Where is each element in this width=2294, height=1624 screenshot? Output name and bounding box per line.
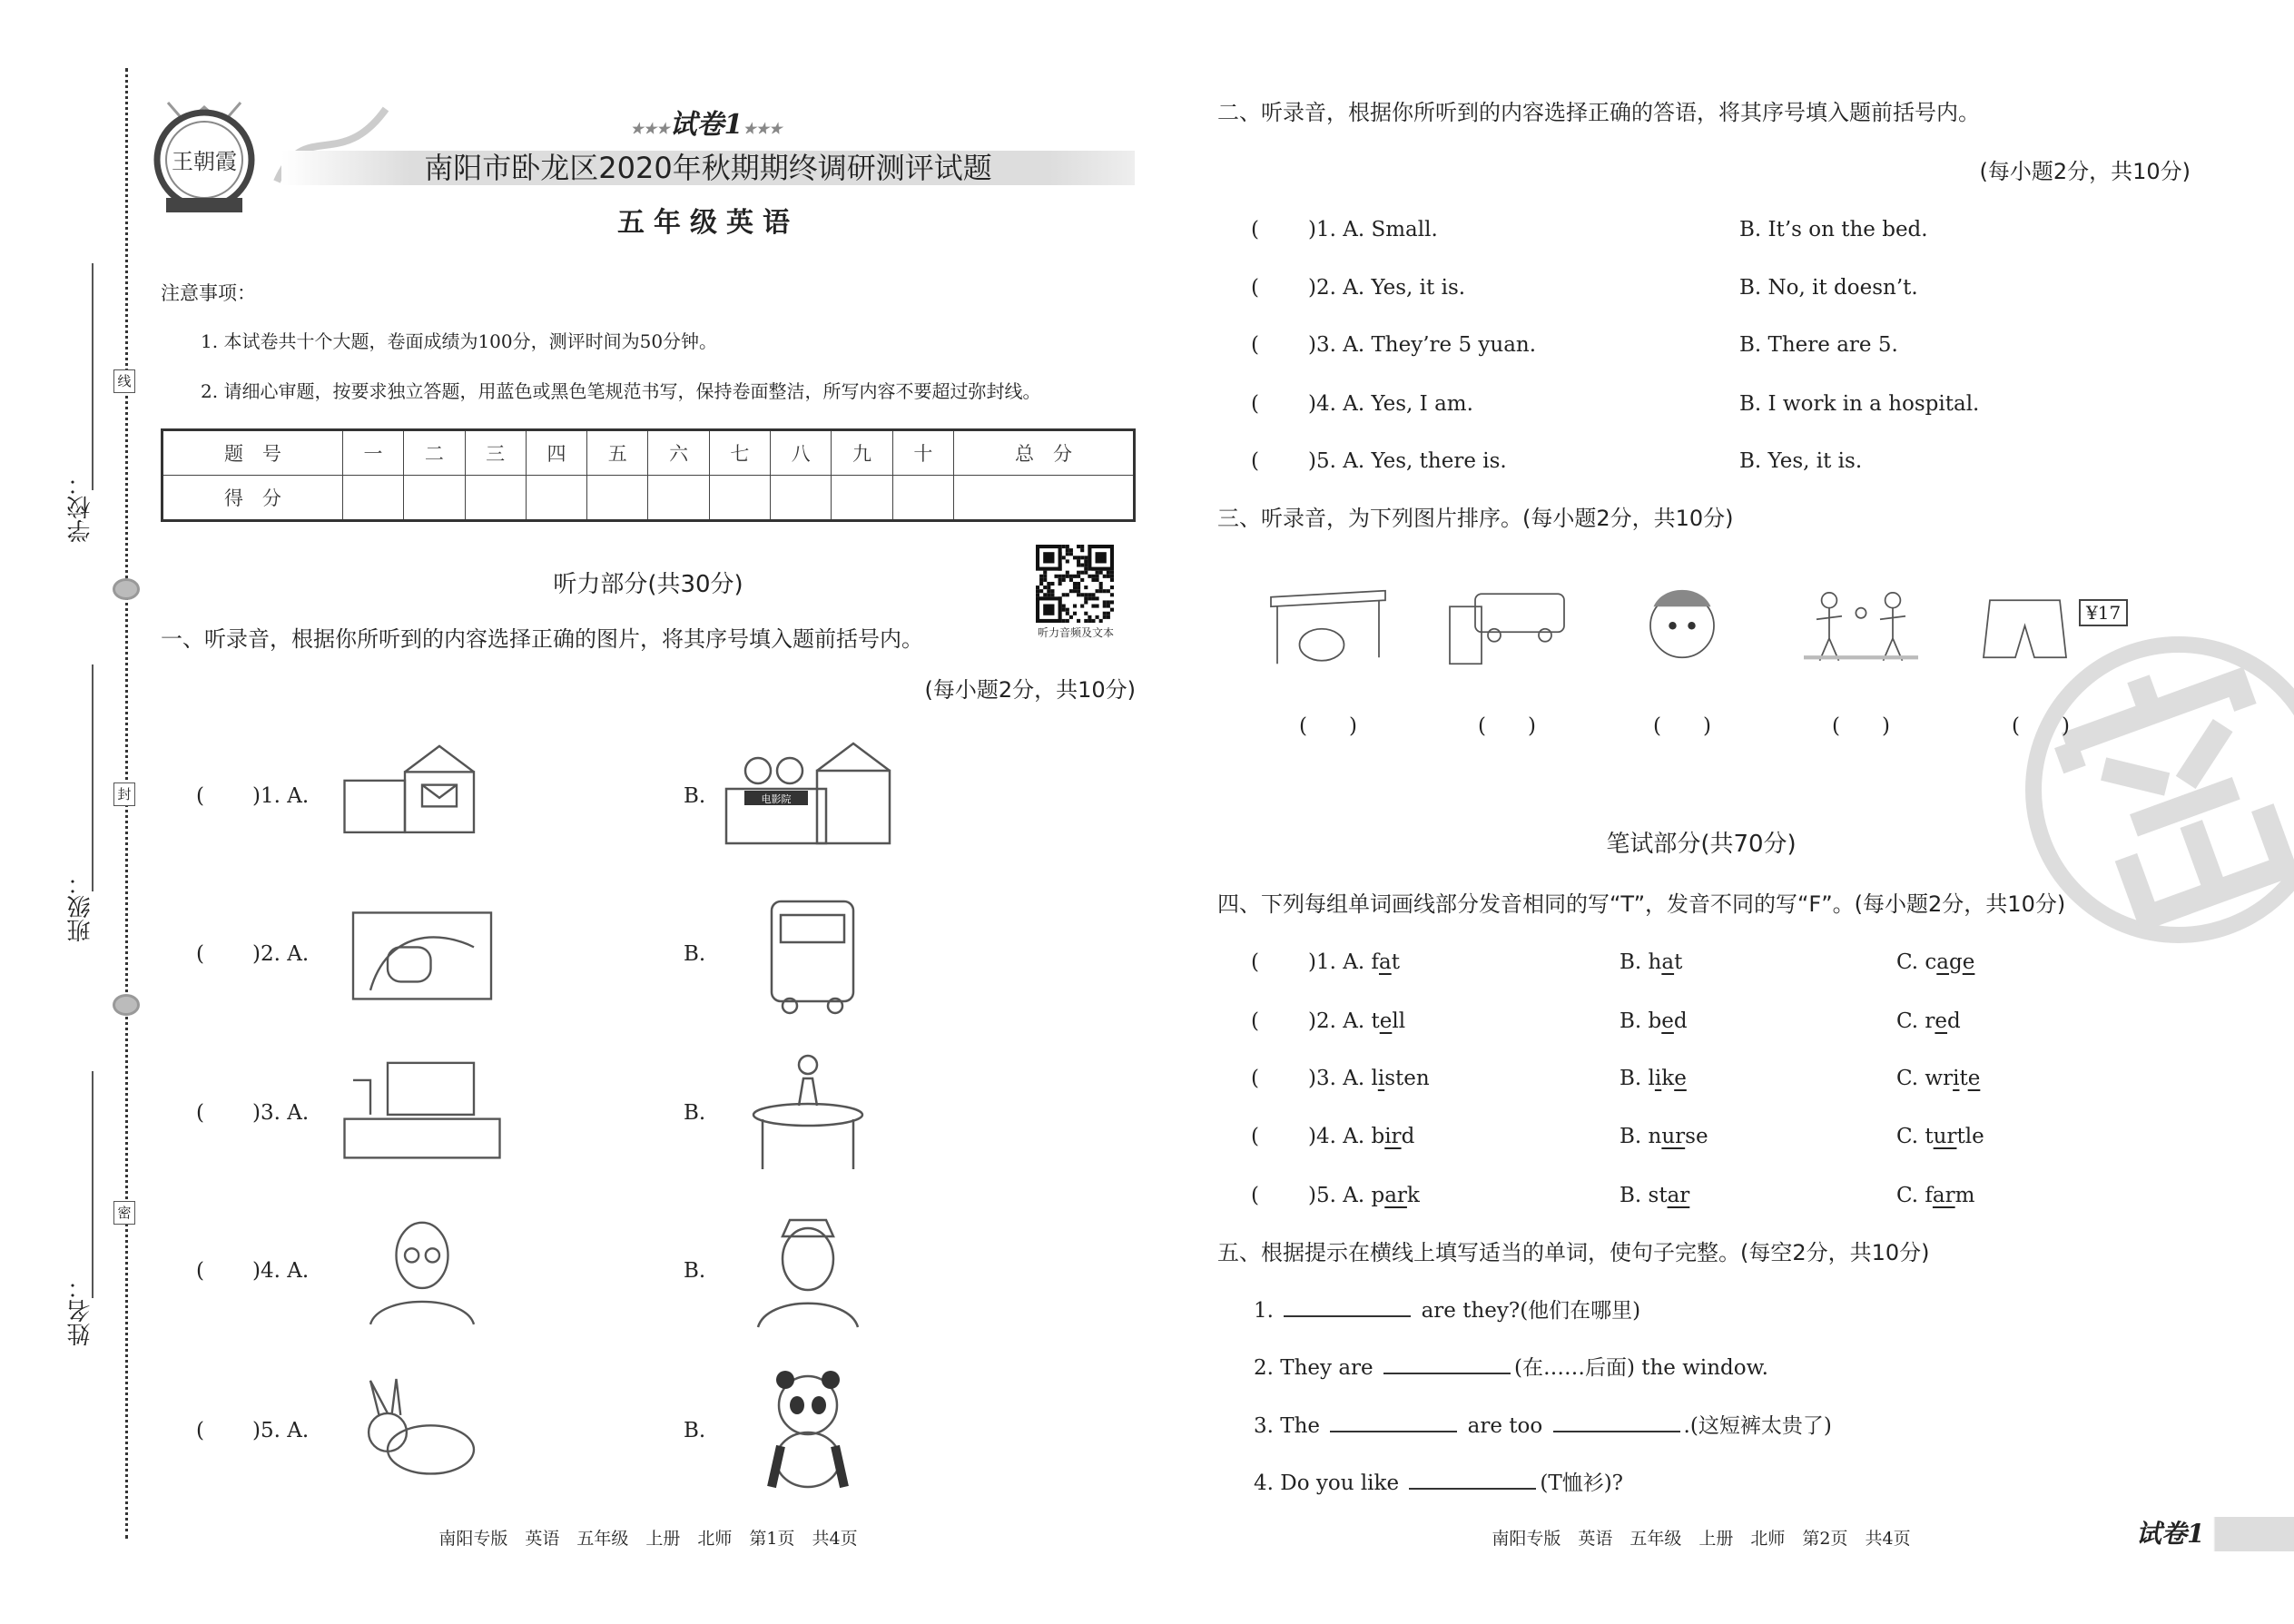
option-b-label: B. (684, 1101, 706, 1125)
score-header-label: 题 号 (162, 430, 343, 476)
picture-tv-cabinet (336, 1051, 508, 1174)
sentence-text: 3. The (1254, 1414, 1327, 1438)
option-a (1308, 1123, 1414, 1150)
notes-item: 1. 本试卷共十个大题，卷面成绩为100分，测评时间为50分钟。 (201, 330, 718, 352)
word-letters: l (1371, 1067, 1378, 1090)
qr-caption: 听力音频及文本 (1037, 626, 1114, 639)
option-a: )3. A. They’re 5 yuan. (1308, 333, 1537, 357)
picture-train (336, 892, 508, 1015)
underlined-letters: i (1654, 1067, 1662, 1090)
option-prefix: C. (1896, 1067, 1925, 1090)
seal-char-xian: 线 (113, 369, 135, 393)
sentence-text: (在……后面) the window. (1513, 1356, 1768, 1380)
option-b: B. Yes, it is. (1739, 449, 1863, 473)
word-letters: sten (1384, 1067, 1430, 1090)
score-header-cell: 四 (526, 430, 586, 476)
option-a (1308, 1008, 1405, 1035)
fill-in-blank[interactable] (1330, 1414, 1457, 1432)
option-b: B. It’s on the bed. (1739, 218, 1928, 241)
option-prefix: B. (1620, 1184, 1649, 1207)
option-prefix: C. (1896, 1184, 1925, 1207)
word (1925, 1184, 1974, 1207)
sec1-points: (每小题2分，共10分) (924, 677, 1136, 703)
sec1-heading: 一、听录音，根据你所听到的内容选择正确的图片，将其序号填入题前括号内。 (161, 626, 923, 652)
series-label: ★★★试卷1★★★ (630, 109, 783, 141)
underlined-letters: a (1378, 950, 1392, 974)
option-b (1620, 1008, 1688, 1035)
word (1649, 1184, 1690, 1207)
answer-bracket-open: ( (196, 784, 204, 808)
answer-bracket-open: ( (196, 1259, 204, 1283)
picture-rabbit (336, 1369, 508, 1491)
publisher-logo (150, 98, 259, 221)
listening-section-title: 听力部分(共30分) (553, 571, 743, 598)
footer-page1: 南阳专版 英语 五年级 上册 北师 第1页 共4页 (438, 1529, 858, 1549)
fill-in-blank[interactable] (1383, 1356, 1511, 1374)
score-input-cell[interactable] (892, 476, 953, 521)
score-header-cell: 八 (771, 430, 832, 476)
word (1925, 1067, 1980, 1090)
word-letters: m (1954, 1184, 1975, 1207)
option-b (1620, 949, 1682, 976)
option-b-label: B. (684, 942, 706, 966)
word (1371, 1184, 1419, 1207)
picture-children-playing (1797, 572, 1925, 676)
score-header-cell: 三 (465, 430, 526, 476)
answer-bracket-open: ( (1251, 392, 1259, 416)
sentence-text: 1. (1254, 1299, 1281, 1323)
sentence-text: 4. Do you like (1254, 1471, 1406, 1495)
word (1371, 1009, 1405, 1033)
word (1649, 1009, 1688, 1033)
underlined-letters: a (1661, 950, 1675, 974)
svg-text:王朝霞: 王朝霞 (172, 149, 237, 174)
picture-post-office-and-shop (336, 734, 508, 857)
word-letters: d (1947, 1009, 1961, 1033)
underlined-letters: ar (1932, 1184, 1955, 1207)
sec5-heading: 五、根据提示在横线上填写适当的单词，使句子完整。(每空2分，共10分) (1217, 1240, 1930, 1265)
class-field-line[interactable] (92, 664, 94, 891)
written-section-title: 笔试部分(共70分) (1606, 831, 1797, 858)
answer-bracket-open: ( (196, 942, 204, 966)
binding-ring-icon (113, 578, 140, 600)
answer-blank[interactable] (1264, 1120, 1309, 1151)
underlined-letters: ur (1661, 1125, 1686, 1148)
answer-blank[interactable] (1264, 445, 1309, 476)
order-answer-bracket[interactable]: ( ) (1299, 714, 1357, 738)
school-field-line[interactable] (92, 263, 94, 490)
score-input-cell[interactable] (587, 476, 648, 521)
word-letters: d (1673, 1009, 1688, 1033)
question-number: )4. A. (252, 1259, 310, 1283)
word-letters: g (1949, 950, 1963, 974)
answer-bracket-open: ( (1251, 950, 1259, 974)
sec2-heading: 二、听录音，根据你所听到的内容选择正确的答语，将其序号填入题前括号内。 (1217, 100, 1980, 125)
word-letters: b (1648, 1009, 1662, 1033)
answer-bracket-open: ( (1251, 1184, 1259, 1207)
fill-in-blank[interactable] (1409, 1471, 1536, 1490)
fill-in-sentence (1254, 1412, 1832, 1440)
option-b (1620, 1065, 1687, 1092)
option-b-label: B. (684, 784, 706, 808)
exam-tab-label: 试卷1 (2136, 1519, 2205, 1549)
answer-blank[interactable] (1264, 1179, 1309, 1210)
fill-in-blank[interactable] (1284, 1299, 1411, 1317)
score-header-cell: 二 (404, 430, 465, 476)
score-table-header-row (162, 430, 1135, 476)
score-header-cell: 九 (832, 430, 892, 476)
fill-in-sentence (1254, 1297, 1640, 1324)
seal-char-feng: 封 (113, 782, 135, 806)
word (1649, 1125, 1708, 1148)
score-row-label: 得 分 (162, 476, 343, 521)
answer-blank[interactable] (1264, 946, 1309, 977)
option-b-label: B. (684, 1419, 706, 1442)
word (1371, 950, 1399, 974)
answer-blank[interactable] (1264, 1062, 1309, 1093)
word-letters: k (1406, 1184, 1420, 1207)
word-letters: wr (1925, 1067, 1954, 1090)
score-header-cell: 七 (709, 430, 770, 476)
underlined-letters: ar (1384, 1184, 1407, 1207)
option-b (1620, 1123, 1708, 1150)
sentence-text: .(这短裤太贵了) (1683, 1414, 1832, 1438)
answer-bracket-open: ( (1251, 1125, 1259, 1148)
exam-title: 南阳市卧龙区2020年秋期期终调研测评试题 (424, 151, 992, 185)
score-header-cell: 十 (892, 430, 953, 476)
word-letters: se (1685, 1125, 1708, 1148)
underlined-letters: e (1967, 1067, 1981, 1090)
answer-bracket-open: ( (1251, 1009, 1259, 1033)
binding-ring-icon (113, 994, 140, 1016)
word (1371, 1067, 1429, 1090)
option-prefix: C. (1896, 1125, 1925, 1148)
score-table-score-row (162, 476, 1135, 521)
score-table (161, 428, 1136, 522)
option-a: )5. A. Yes, there is. (1308, 449, 1507, 473)
question-number: )5. A. (252, 1419, 310, 1442)
exam-tab (2092, 1517, 2294, 1551)
question-number: )2. A. (1308, 1009, 1372, 1033)
name-label: 姓名： (67, 1275, 94, 1346)
underlined-letters: e (1962, 950, 1975, 974)
picture-bus (717, 892, 899, 1015)
order-answer-bracket[interactable]: ( ) (1478, 714, 1536, 738)
word-letters: f (1925, 1184, 1933, 1207)
underlined-letters: e (1661, 1009, 1674, 1033)
option-prefix: C. (1896, 1009, 1925, 1033)
answer-blank[interactable] (207, 780, 252, 811)
sec4-heading: 四、下列每组单词画线部分发音相同的写“T”，发音不同的写“F”。(每小题2分，共10分) (1217, 891, 2066, 917)
word-letters: h (1648, 950, 1662, 974)
score-header-cell: 五 (587, 430, 648, 476)
option-b (1620, 1182, 1689, 1209)
score-input-cell[interactable] (526, 476, 586, 521)
score-input-cell[interactable] (342, 476, 403, 521)
score-header-cell: 一 (342, 430, 403, 476)
word-letters: f (1371, 950, 1379, 974)
question-number: )2. A. (252, 942, 310, 966)
answer-bracket-open: ( (1251, 449, 1259, 473)
question-number: )1. A. (1308, 950, 1372, 974)
word-letters: c (1925, 950, 1937, 974)
word (1925, 1009, 1960, 1033)
option-b: B. There are 5. (1739, 333, 1898, 357)
option-c (1896, 949, 1974, 976)
cinema-sign: 电影院 (761, 793, 792, 805)
picture-panda (717, 1369, 899, 1491)
answer-bracket-open: ( (1251, 276, 1259, 300)
order-answer-bracket[interactable]: ( ) (2012, 714, 2070, 738)
word-letters: t (1391, 950, 1400, 974)
notes-heading: 注意事项： (161, 282, 256, 304)
question-number: )1. A. (252, 784, 310, 808)
answer-blank[interactable] (1264, 1005, 1309, 1036)
underlined-letters: e (1379, 1009, 1393, 1033)
word (1649, 950, 1683, 974)
sec2-points: (每小题2分，共10分) (1979, 159, 2191, 184)
option-c (1896, 1182, 1974, 1209)
option-c (1896, 1065, 1980, 1092)
option-prefix: B. (1620, 1125, 1649, 1148)
exam-subtitle: 五年级英语 (617, 207, 799, 239)
score-input-cell[interactable] (771, 476, 832, 521)
option-c (1896, 1123, 1984, 1150)
picture-nurse (717, 1209, 899, 1332)
score-input-cell[interactable] (465, 476, 526, 521)
word-letters: t (1371, 1009, 1380, 1033)
answer-blank[interactable] (207, 1255, 252, 1285)
word-letters: d (1401, 1125, 1415, 1148)
seal-char-mi: 密 (113, 1201, 135, 1225)
underlined-letters: e (1674, 1067, 1687, 1090)
order-answer-bracket[interactable]: ( ) (1832, 714, 1890, 738)
score-input-cell[interactable] (832, 476, 892, 521)
underlined-letters: e (1935, 1009, 1948, 1033)
underlined-letters: ir (1384, 1125, 1402, 1148)
word-letters: l (1648, 1067, 1655, 1090)
word (1649, 1067, 1687, 1090)
underlined-letters: ur (1933, 1125, 1957, 1148)
price-tag: ¥17 (2079, 599, 2128, 626)
fill-in-blank[interactable] (1553, 1414, 1680, 1432)
qr-code[interactable] (1036, 545, 1114, 623)
score-input-cell[interactable] (404, 476, 465, 521)
sec3-heading: 三、听录音，为下列图片排序。(每小题2分，共10分) (1217, 506, 1734, 531)
word-letters: r (1925, 1009, 1935, 1033)
answer-blank[interactable] (1264, 329, 1309, 359)
underlined-letters: i (1377, 1067, 1385, 1090)
order-answer-bracket[interactable]: ( ) (1653, 714, 1711, 738)
answer-bracket-open: ( (1251, 1067, 1259, 1090)
word (1371, 1125, 1414, 1148)
question-number: )4. A. (1308, 1125, 1372, 1148)
word-letters: k (1661, 1067, 1675, 1090)
option-prefix: B. (1620, 1067, 1649, 1090)
fill-in-sentence (1254, 1354, 1768, 1382)
option-b-label: B. (684, 1259, 706, 1283)
answer-blank[interactable] (1264, 388, 1309, 418)
option-prefix: C. (1896, 950, 1925, 974)
answer-blank[interactable] (207, 1097, 252, 1127)
score-input-cell[interactable] (709, 476, 770, 521)
answer-bracket-open: ( (1251, 218, 1259, 241)
underlined-letters: ar (1667, 1184, 1690, 1207)
option-prefix: B. (1620, 1009, 1649, 1033)
word-letters: n (1648, 1125, 1662, 1148)
picture-post-office-and-cinema (717, 734, 899, 857)
word-letters: b (1371, 1125, 1385, 1148)
answer-blank[interactable] (1264, 213, 1309, 244)
footer-page2: 南阳专版 英语 五年级 上册 北师 第2页 共4页 (1492, 1529, 1911, 1549)
option-a: )4. A. Yes, I am. (1308, 392, 1473, 416)
word-letters: ll (1392, 1009, 1406, 1033)
answer-bracket-open: ( (196, 1419, 204, 1442)
option-a (1308, 1065, 1430, 1092)
underlined-letters: a (1936, 950, 1950, 974)
score-header-cell: 六 (648, 430, 709, 476)
word (1925, 1125, 1984, 1148)
word-letters: p (1371, 1184, 1385, 1207)
picture-desk-with-bag (1265, 572, 1392, 676)
answer-blank[interactable] (207, 938, 252, 969)
answer-bracket-open: ( (1251, 333, 1259, 357)
sentence-text: 2. They are (1254, 1356, 1380, 1380)
picture-monkey-with-cap (1619, 572, 1746, 676)
name-field-line[interactable] (92, 1071, 94, 1298)
word-letters: tle (1956, 1125, 1984, 1148)
picture-man-with-glasses (336, 1209, 508, 1332)
sentence-text: are they?(他们在哪里) (1414, 1299, 1641, 1323)
sentence-text: are too (1461, 1414, 1550, 1438)
class-label: 班级： (67, 871, 94, 942)
word-letters: t (1925, 1125, 1934, 1148)
score-input-cell[interactable] (648, 476, 709, 521)
answer-blank[interactable] (1264, 271, 1309, 302)
word-letters: st (1648, 1184, 1668, 1207)
notes-item: 2. 请细心审题，按要求独立答题，用蓝色或黑色笔规范书写，保持卷面整洁，所写内容不要超过弥封线。 (201, 380, 1041, 402)
school-label: 学校： (67, 472, 94, 543)
picture-bus-and-bookshelf (1443, 572, 1570, 676)
series-text: 试卷1 (669, 109, 743, 141)
option-a (1308, 1182, 1420, 1209)
sentence-text: (T恤衫)? (1540, 1471, 1624, 1495)
answer-blank[interactable] (207, 1414, 252, 1445)
option-a: )2. A. Yes, it is. (1308, 276, 1466, 300)
option-b: B. I work in a hospital. (1739, 392, 1980, 416)
picture-table-with-vase (717, 1051, 899, 1174)
option-prefix: B. (1620, 950, 1649, 974)
question-number: )5. A. (1308, 1184, 1372, 1207)
option-a: )1. A. Small. (1308, 218, 1438, 241)
score-header-cell: 总 分 (954, 430, 1135, 476)
question-number: )3. A. (252, 1101, 310, 1125)
fill-in-sentence (1254, 1470, 1623, 1497)
option-a (1308, 949, 1400, 976)
word-letters: t (1674, 950, 1683, 974)
underlined-letters: i (1953, 1067, 1960, 1090)
option-c (1896, 1008, 1961, 1035)
word (1925, 950, 1974, 974)
score-input-cell[interactable] (954, 476, 1135, 521)
word-letters: t (1959, 1067, 1968, 1090)
answer-bracket-open: ( (196, 1101, 204, 1125)
option-b: B. No, it doesn’t. (1739, 276, 1918, 300)
question-number: )3. A. (1308, 1067, 1372, 1090)
